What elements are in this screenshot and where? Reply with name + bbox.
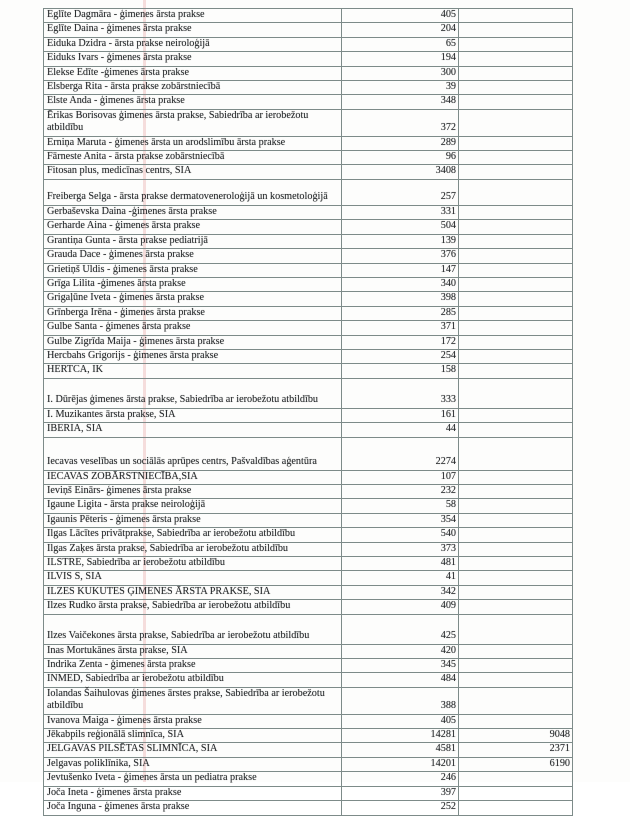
value-col2-cell xyxy=(459,687,573,714)
value-col2-cell xyxy=(459,9,573,23)
provider-name-cell: Grauda Dace - ģimenes ārsta prakse xyxy=(44,249,342,263)
value-col2-cell xyxy=(459,292,573,306)
value-col1-cell: 540 xyxy=(342,528,459,542)
table-row xyxy=(44,249,573,263)
provider-name-cell: Eglīte Daina - ģimenes ārsta prakse xyxy=(44,23,342,37)
table-row xyxy=(44,95,573,109)
value-col1-cell: 481 xyxy=(342,557,459,571)
table-row xyxy=(44,52,573,66)
provider-name-cell: Elsberga Rita - ārsta prakse zobārstniecībā xyxy=(44,81,342,95)
provider-name-cell: Ieviņš Einārs- ģimenes ārsta prakse xyxy=(44,484,342,498)
value-col1-cell: 484 xyxy=(342,673,459,687)
value-col2-cell xyxy=(459,423,573,437)
table-row xyxy=(44,673,573,687)
provider-name-cell: Freiberga Selga - ārsta prakse dermatoveneroloģijā un kosmetoloģijā xyxy=(44,179,342,205)
value-col2-cell xyxy=(459,801,573,815)
provider-name-cell: ILZES KUKUTES ĢIMENES ĀRSTA PRAKSE, SIA xyxy=(44,585,342,599)
table-row xyxy=(44,408,573,422)
value-col1-cell: 246 xyxy=(342,772,459,786)
table-row xyxy=(44,772,573,786)
provider-name-cell: Ivanova Maiga - ģimenes ārsta prakse xyxy=(44,714,342,728)
table-row xyxy=(44,277,573,291)
value-col1-cell: 139 xyxy=(342,234,459,248)
table-row xyxy=(44,757,573,771)
table-row xyxy=(44,714,573,728)
value-col1-cell: 254 xyxy=(342,349,459,363)
value-col2-cell xyxy=(459,600,573,614)
value-col1-cell: 161 xyxy=(342,408,459,422)
value-col2-cell xyxy=(459,557,573,571)
value-col2-cell xyxy=(459,66,573,80)
value-col1-cell: 204 xyxy=(342,23,459,37)
value-col1-cell: 425 xyxy=(342,614,459,644)
value-col1-cell: 342 xyxy=(342,585,459,599)
value-col2-cell xyxy=(459,644,573,658)
table-row xyxy=(44,234,573,248)
value-col1-cell: 39 xyxy=(342,81,459,95)
value-col2-cell xyxy=(459,205,573,219)
provider-name-cell: ILSTRE, Sabiedrība ar ierobežotu atbildību xyxy=(44,557,342,571)
value-col1-cell: 41 xyxy=(342,571,459,585)
value-col1-cell: 14281 xyxy=(342,729,459,743)
value-col2-cell xyxy=(459,585,573,599)
provider-name-cell: Gerharde Aina - ģimenes ārsta prakse xyxy=(44,220,342,234)
table-row xyxy=(44,542,573,556)
provider-name-cell: Gulbe Santa - ģimenes ārsta prakse xyxy=(44,321,342,335)
value-col2-cell xyxy=(459,220,573,234)
medical-providers-table xyxy=(43,8,573,816)
value-col2-cell xyxy=(459,349,573,363)
table-row xyxy=(44,364,573,378)
provider-name-cell: HERTCA, IK xyxy=(44,364,342,378)
provider-name-cell: Joča Ineta - ģimenes ārsta prakse xyxy=(44,786,342,800)
value-col2-cell xyxy=(459,542,573,556)
value-col2-cell xyxy=(459,179,573,205)
value-col1-cell: 172 xyxy=(342,335,459,349)
value-col2-cell xyxy=(459,136,573,150)
table-row xyxy=(44,557,573,571)
provider-name-cell: Fitosan plus, medicīnas centrs, SIA xyxy=(44,165,342,179)
table-row xyxy=(44,23,573,37)
value-col2-cell xyxy=(459,499,573,513)
value-col1-cell: 300 xyxy=(342,66,459,80)
value-col1-cell: 58 xyxy=(342,499,459,513)
provider-name-cell: Grietiņš Uldis - ģimenes ārsta prakse xyxy=(44,263,342,277)
table-row xyxy=(44,423,573,437)
value-col2-cell xyxy=(459,234,573,248)
provider-name-cell: Jelgavas poliklīnika, SIA xyxy=(44,757,342,771)
table-row xyxy=(44,335,573,349)
value-col2-cell xyxy=(459,23,573,37)
provider-name-cell: ILVIS S, SIA xyxy=(44,571,342,585)
value-col1-cell: 331 xyxy=(342,205,459,219)
value-col1-cell: 345 xyxy=(342,659,459,673)
value-col2-cell xyxy=(459,614,573,644)
value-col2-cell xyxy=(459,263,573,277)
provider-name-cell: Grīnberga Irēna - ģimenes ārsta prakse xyxy=(44,306,342,320)
value-col2-cell: 6190 xyxy=(459,757,573,771)
table-row xyxy=(44,484,573,498)
value-col1-cell: 373 xyxy=(342,542,459,556)
value-col1-cell: 252 xyxy=(342,801,459,815)
provider-name-cell: Eiduks Ivars - ģimenes ārsta prakse xyxy=(44,52,342,66)
table-row xyxy=(44,786,573,800)
value-col1-cell: 3408 xyxy=(342,165,459,179)
table-row xyxy=(44,378,573,408)
value-col1-cell: 44 xyxy=(342,423,459,437)
table-row xyxy=(44,306,573,320)
table-row xyxy=(44,687,573,714)
table-row xyxy=(44,66,573,80)
table-row xyxy=(44,470,573,484)
provider-name-cell: JELGAVAS PILSĒTAS SLIMNĪCA, SIA xyxy=(44,743,342,757)
value-col1-cell: 333 xyxy=(342,378,459,408)
value-col1-cell: 405 xyxy=(342,714,459,728)
provider-name-cell: Grantiņa Gunta - ārsta prakse pediatrijā xyxy=(44,234,342,248)
value-col2-cell xyxy=(459,786,573,800)
table-row xyxy=(44,165,573,179)
value-col2-cell xyxy=(459,249,573,263)
provider-name-cell: Grīga Lilita -ģimenes ārsta prakse xyxy=(44,277,342,291)
provider-name-cell: Jevtušenko Iveta - ģimenes ārsta un pediatra prakse xyxy=(44,772,342,786)
provider-name-cell: Jēkabpils reģionālā slimnīca, SIA xyxy=(44,729,342,743)
table-row xyxy=(44,614,573,644)
table-row xyxy=(44,499,573,513)
value-col1-cell: 340 xyxy=(342,277,459,291)
provider-name-cell: Eiduka Dzidra - ārsta prakse neiroloģijā xyxy=(44,37,342,51)
value-col1-cell: 348 xyxy=(342,95,459,109)
value-col1-cell: 371 xyxy=(342,321,459,335)
value-col1-cell: 405 xyxy=(342,9,459,23)
table-row xyxy=(44,729,573,743)
table-row xyxy=(44,220,573,234)
value-col2-cell xyxy=(459,151,573,165)
provider-name-cell: Gerbaševska Daina -ģimenes ārsta prakse xyxy=(44,205,342,219)
table-row xyxy=(44,659,573,673)
provider-name-cell: Ilzes Vaičekones ārsta prakse, Sabiedrība ar ierobežotu atbildību xyxy=(44,614,342,644)
value-col1-cell: 354 xyxy=(342,513,459,527)
table-row xyxy=(44,292,573,306)
value-col1-cell: 420 xyxy=(342,644,459,658)
provider-name-cell: Igaune Ligita - ārsta prakse neiroloģijā xyxy=(44,499,342,513)
table-row xyxy=(44,321,573,335)
value-col1-cell: 96 xyxy=(342,151,459,165)
provider-name-cell: Iolandas Šaihulovas ģimenes ārstes prakse, Sabiedrība ar ierobežotu atbildību xyxy=(44,687,342,714)
value-col1-cell: 397 xyxy=(342,786,459,800)
provider-name-cell: Gulbe Zigrīda Maija - ģimenes ārsta prakse xyxy=(44,335,342,349)
value-col1-cell: 2274 xyxy=(342,437,459,470)
value-col2-cell xyxy=(459,364,573,378)
table-row xyxy=(44,9,573,23)
value-col1-cell: 65 xyxy=(342,37,459,51)
provider-name-cell: IECAVAS ZOBĀRSTNIECĪBA,SIA xyxy=(44,470,342,484)
value-col1-cell: 158 xyxy=(342,364,459,378)
value-col2-cell xyxy=(459,714,573,728)
table-row xyxy=(44,600,573,614)
provider-name-cell: Fārneste Anita - ārsta prakse zobārstniecībā xyxy=(44,151,342,165)
value-col1-cell: 232 xyxy=(342,484,459,498)
table-row xyxy=(44,263,573,277)
provider-name-cell: Ilgas Lācītes privātprakse, Sabiedrība ar ierobežotu atbildību xyxy=(44,528,342,542)
value-col2-cell xyxy=(459,408,573,422)
provider-name-cell: Hercbahs Grigorijs - ģimenes ārsta prakse xyxy=(44,349,342,363)
value-col2-cell xyxy=(459,306,573,320)
value-col1-cell: 398 xyxy=(342,292,459,306)
value-col2-cell xyxy=(459,321,573,335)
medical-providers-table-body xyxy=(44,9,573,816)
provider-name-cell: I. Dūrējas ģimenes ārsta prakse, Sabiedrība ar ierobežotu atbildību xyxy=(44,378,342,408)
table-row xyxy=(44,179,573,205)
value-col2-cell xyxy=(459,673,573,687)
table-row xyxy=(44,528,573,542)
provider-name-cell: Ilzes Rudko ārsta prakse, Sabiedrība ar ierobežotu atbildību xyxy=(44,600,342,614)
provider-name-cell: Erniņa Maruta - ģimenes ārsta un arodslimību ārsta prakse xyxy=(44,136,342,150)
value-col1-cell: 194 xyxy=(342,52,459,66)
value-col2-cell xyxy=(459,52,573,66)
value-col2-cell xyxy=(459,95,573,109)
provider-name-cell: INMED, Sabiedrība ar ierobežotu atbildību xyxy=(44,673,342,687)
table-row xyxy=(44,109,573,136)
table-row xyxy=(44,801,573,815)
provider-name-cell: Grigaļūne Iveta - ģimenes ārsta prakse xyxy=(44,292,342,306)
value-col2-cell xyxy=(459,81,573,95)
table-row xyxy=(44,437,573,470)
value-col1-cell: 4581 xyxy=(342,743,459,757)
value-col2-cell: 9048 xyxy=(459,729,573,743)
provider-name-cell: I. Muzikantes ārsta prakse, SIA xyxy=(44,408,342,422)
table-row xyxy=(44,513,573,527)
provider-name-cell: Indrika Zenta - ģimenes ārsta prakse xyxy=(44,659,342,673)
table-row xyxy=(44,136,573,150)
table-row xyxy=(44,585,573,599)
table-row xyxy=(44,644,573,658)
value-col2-cell xyxy=(459,335,573,349)
value-col1-cell: 409 xyxy=(342,600,459,614)
provider-name-cell: Elekse Edīte -ģimenes ārsta prakse xyxy=(44,66,342,80)
value-col1-cell: 14201 xyxy=(342,757,459,771)
provider-name-cell: Elste Anda - ģimenes ārsta prakse xyxy=(44,95,342,109)
provider-name-cell: IBERIA, SIA xyxy=(44,423,342,437)
provider-name-cell: Inas Mortukānes ārsta prakse, SIA xyxy=(44,644,342,658)
value-col1-cell: 285 xyxy=(342,306,459,320)
value-col2-cell xyxy=(459,437,573,470)
value-col2-cell xyxy=(459,513,573,527)
value-col1-cell: 504 xyxy=(342,220,459,234)
value-col2-cell xyxy=(459,277,573,291)
value-col1-cell: 147 xyxy=(342,263,459,277)
value-col2-cell xyxy=(459,109,573,136)
value-col1-cell: 257 xyxy=(342,179,459,205)
value-col2-cell xyxy=(459,528,573,542)
value-col1-cell: 376 xyxy=(342,249,459,263)
value-col2-cell xyxy=(459,37,573,51)
value-col1-cell: 372 xyxy=(342,109,459,136)
value-col2-cell xyxy=(459,470,573,484)
value-col2-cell xyxy=(459,571,573,585)
value-col1-cell: 388 xyxy=(342,687,459,714)
provider-name-cell: Iecavas veselības un sociālās aprūpes centrs, Pašvaldības aģentūra xyxy=(44,437,342,470)
table-row xyxy=(44,205,573,219)
table-row xyxy=(44,349,573,363)
value-col2-cell xyxy=(459,378,573,408)
value-col2-cell xyxy=(459,659,573,673)
value-col2-cell xyxy=(459,165,573,179)
value-col2-cell xyxy=(459,772,573,786)
value-col2-cell: 2371 xyxy=(459,743,573,757)
value-col1-cell: 289 xyxy=(342,136,459,150)
provider-name-cell: Eglīte Dagmāra - ģimenes ārsta prakse xyxy=(44,9,342,23)
table-row xyxy=(44,743,573,757)
table-row xyxy=(44,571,573,585)
value-col2-cell xyxy=(459,484,573,498)
provider-name-cell: Igaunis Pēteris - ģimenes ārsta prakse xyxy=(44,513,342,527)
value-col1-cell: 107 xyxy=(342,470,459,484)
table-row xyxy=(44,151,573,165)
provider-name-cell: Ērikas Borisovas ģimenes ārsta prakse, Sabiedrība ar ierobežotu atbildību xyxy=(44,109,342,136)
table-row xyxy=(44,37,573,51)
table-row xyxy=(44,81,573,95)
provider-name-cell: Joča Inguna - ģimenes ārsta prakse xyxy=(44,801,342,815)
provider-name-cell: Ilgas Zaķes ārsta prakse, Sabiedrība ar ierobežotu atbildību xyxy=(44,542,342,556)
